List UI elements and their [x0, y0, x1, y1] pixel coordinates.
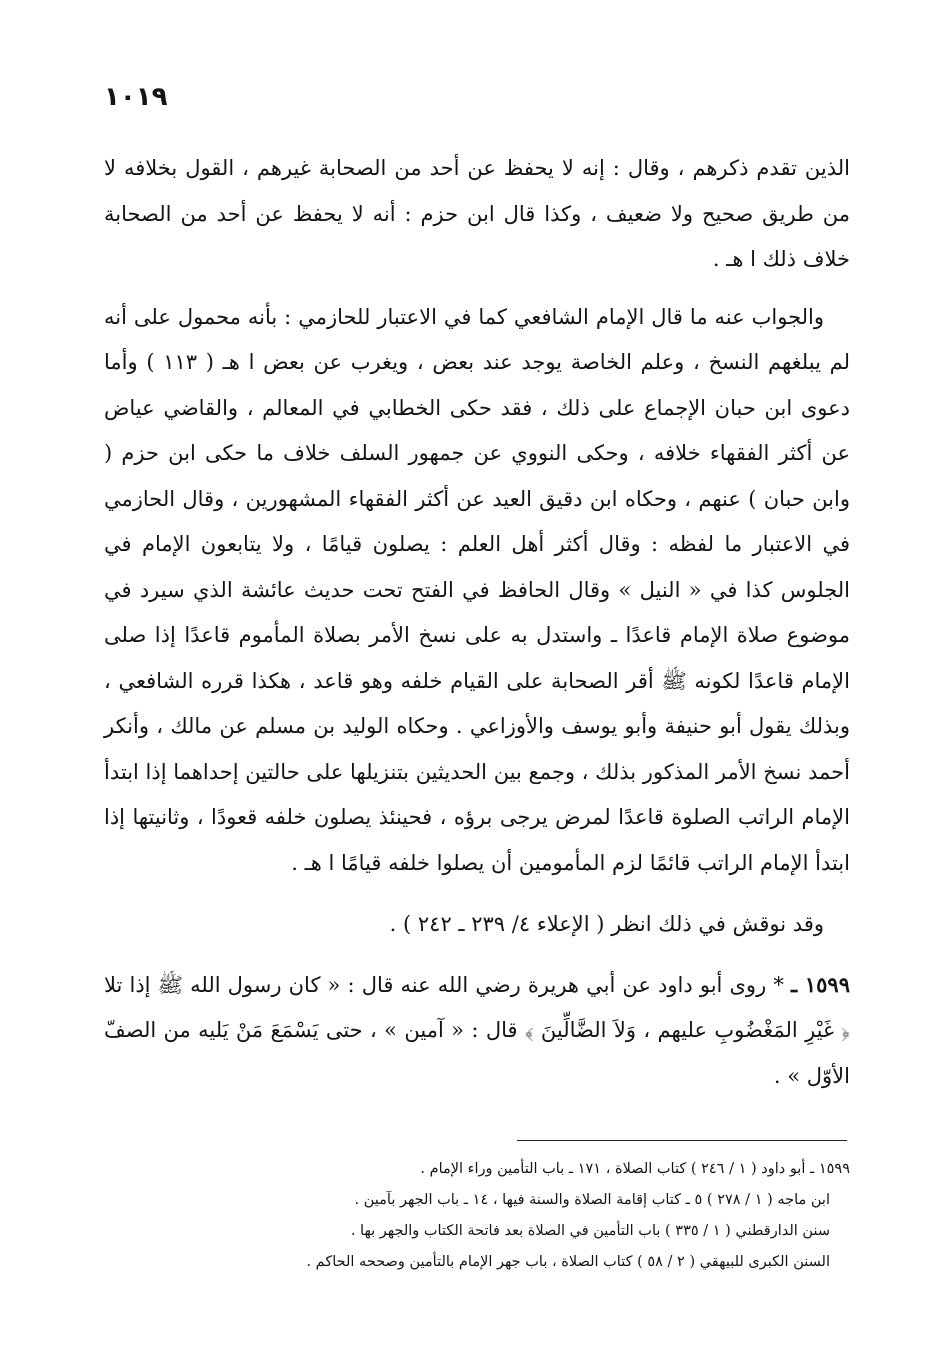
hadith-number: ١٥٩٩ ـ	[790, 971, 850, 997]
footnotes	[120, 1154, 850, 1278]
page-number: ١٠١٩	[104, 82, 168, 112]
hadith-paragraph	[104, 962, 850, 1100]
paragraph-2: والجواب عنه ما قال الإمام الشافعي كما في الاعتبار للحازمي : بأنه محمول على أنه لم يبلغهم النسخ ، وعلم الخاصة يوجد عند بعض ، ويغرب عن بعض ا هـ ( ١١٣ ) وأما دعوى ابن حبان الإجماع على ذلك ، فقد حكى الخطابي في المعالم ، والقاضي عياض عن أكثر الفقهاء خلافه ، وحكى النووي عن جمهور السلف خلاف ما حكى ابن حزم ( وابن حبان ) عنهم ، وحكاه ابن دقيق العيد عن أكثر الفقهاء المشهورين ، وقال الحازمي في الاعتبار ما لفظه : وقال أكثر أهل العلم : يصلون قيامًا ، ولا يتابعون الإمام في الجلوس كذا في « النيل » وقال الحافظ في الفتح تحت حديث عائشة الذي سيرد في موضوع صلاة الإمام قاعدًا ـ واستدل به على نسخ الأمر بصلاة المأموم قاعدًا إذا صلى الإمام قاعدًا لكونه ﷺ أقر الصحابة على القيام خلفه وهو قاعد ، هكذا قرره الشافعي ، وبذلك يقول أبو حنيفة وأبو يوسف والأوزاعي . وحكاه الوليد بن مسلم عن مالك ، وأنكر أحمد نسخ الأمر المذكور بذلك ، وجمع بين الحديثين بتنزيلها على حالتين إحداهما إذا ابتدأ الإمام الراتب الصلوة قاعدًا لمرض يرجى برؤه ، فحينئذ يصلون خلفه قعودًا ، وثانيتها إذا ابتدأ الإمام الراتب قائمًا لزم المأمومين أن يصلوا خلفه قيامًا ا هـ .	[104, 304, 850, 875]
paragraph-1: الذين تقدم ذكرهم ، وقال : إنه لا يحفظ عن أحد من الصحابة غيرهم ، القول بخلافه لا من طريق صحيح ولا ضعيف ، وكذا قال ابن حزم : أنه لا يحفظ عن أحد من الصحابة خلاف ذلك ا هـ .	[104, 156, 850, 271]
footnote-2: ابن ماجه ( ١ / ٢٧٨ ) ٥ ـ كتاب إقامة الصلاة والسنة فيها ، ١٤ ـ باب الجهر بآمين .	[354, 1192, 830, 1208]
footnote-3: سنن الدارقطني ( ١ / ٣٣٥ ) باب التأمين في الصلاة بعد فاتحة الكتاب والجهر بها .	[350, 1223, 830, 1239]
paragraph-3: وقد نوقش في ذلك انظر ( الإعلاء ٤/ ٢٣٩ ـ ٢٤٢ ) .	[389, 912, 824, 936]
footnote-separator	[517, 1140, 847, 1141]
hadith-text: * روى أبو داود عن أبي هريرة رضي الله عنه قال : « كان رسول الله ﷺ إذا تلا ﴿ غَيْرِ المَغْضُوبِ عليهم ، وَلاَ الضَّالِّينَ ﴾ قال : « آمين » ، حتى يَسْمَعَ مَنْ يَليه من الصفّ الأوّل » .	[104, 972, 850, 1088]
main-text	[104, 146, 850, 1099]
footnote-1: ١٥٩٩ ـ أبو داود ( ١ / ٢٤٦ ) كتاب الصلاة ، ١٧١ ـ باب التأمين وراء الإمام .	[420, 1161, 850, 1177]
footnote-4: السنن الكبرى للبيهقي ( ٢ / ٥٨ ) كتاب الصلاة ، باب جهر الإمام بالتأمين وصححه الحاكم .	[306, 1254, 830, 1270]
